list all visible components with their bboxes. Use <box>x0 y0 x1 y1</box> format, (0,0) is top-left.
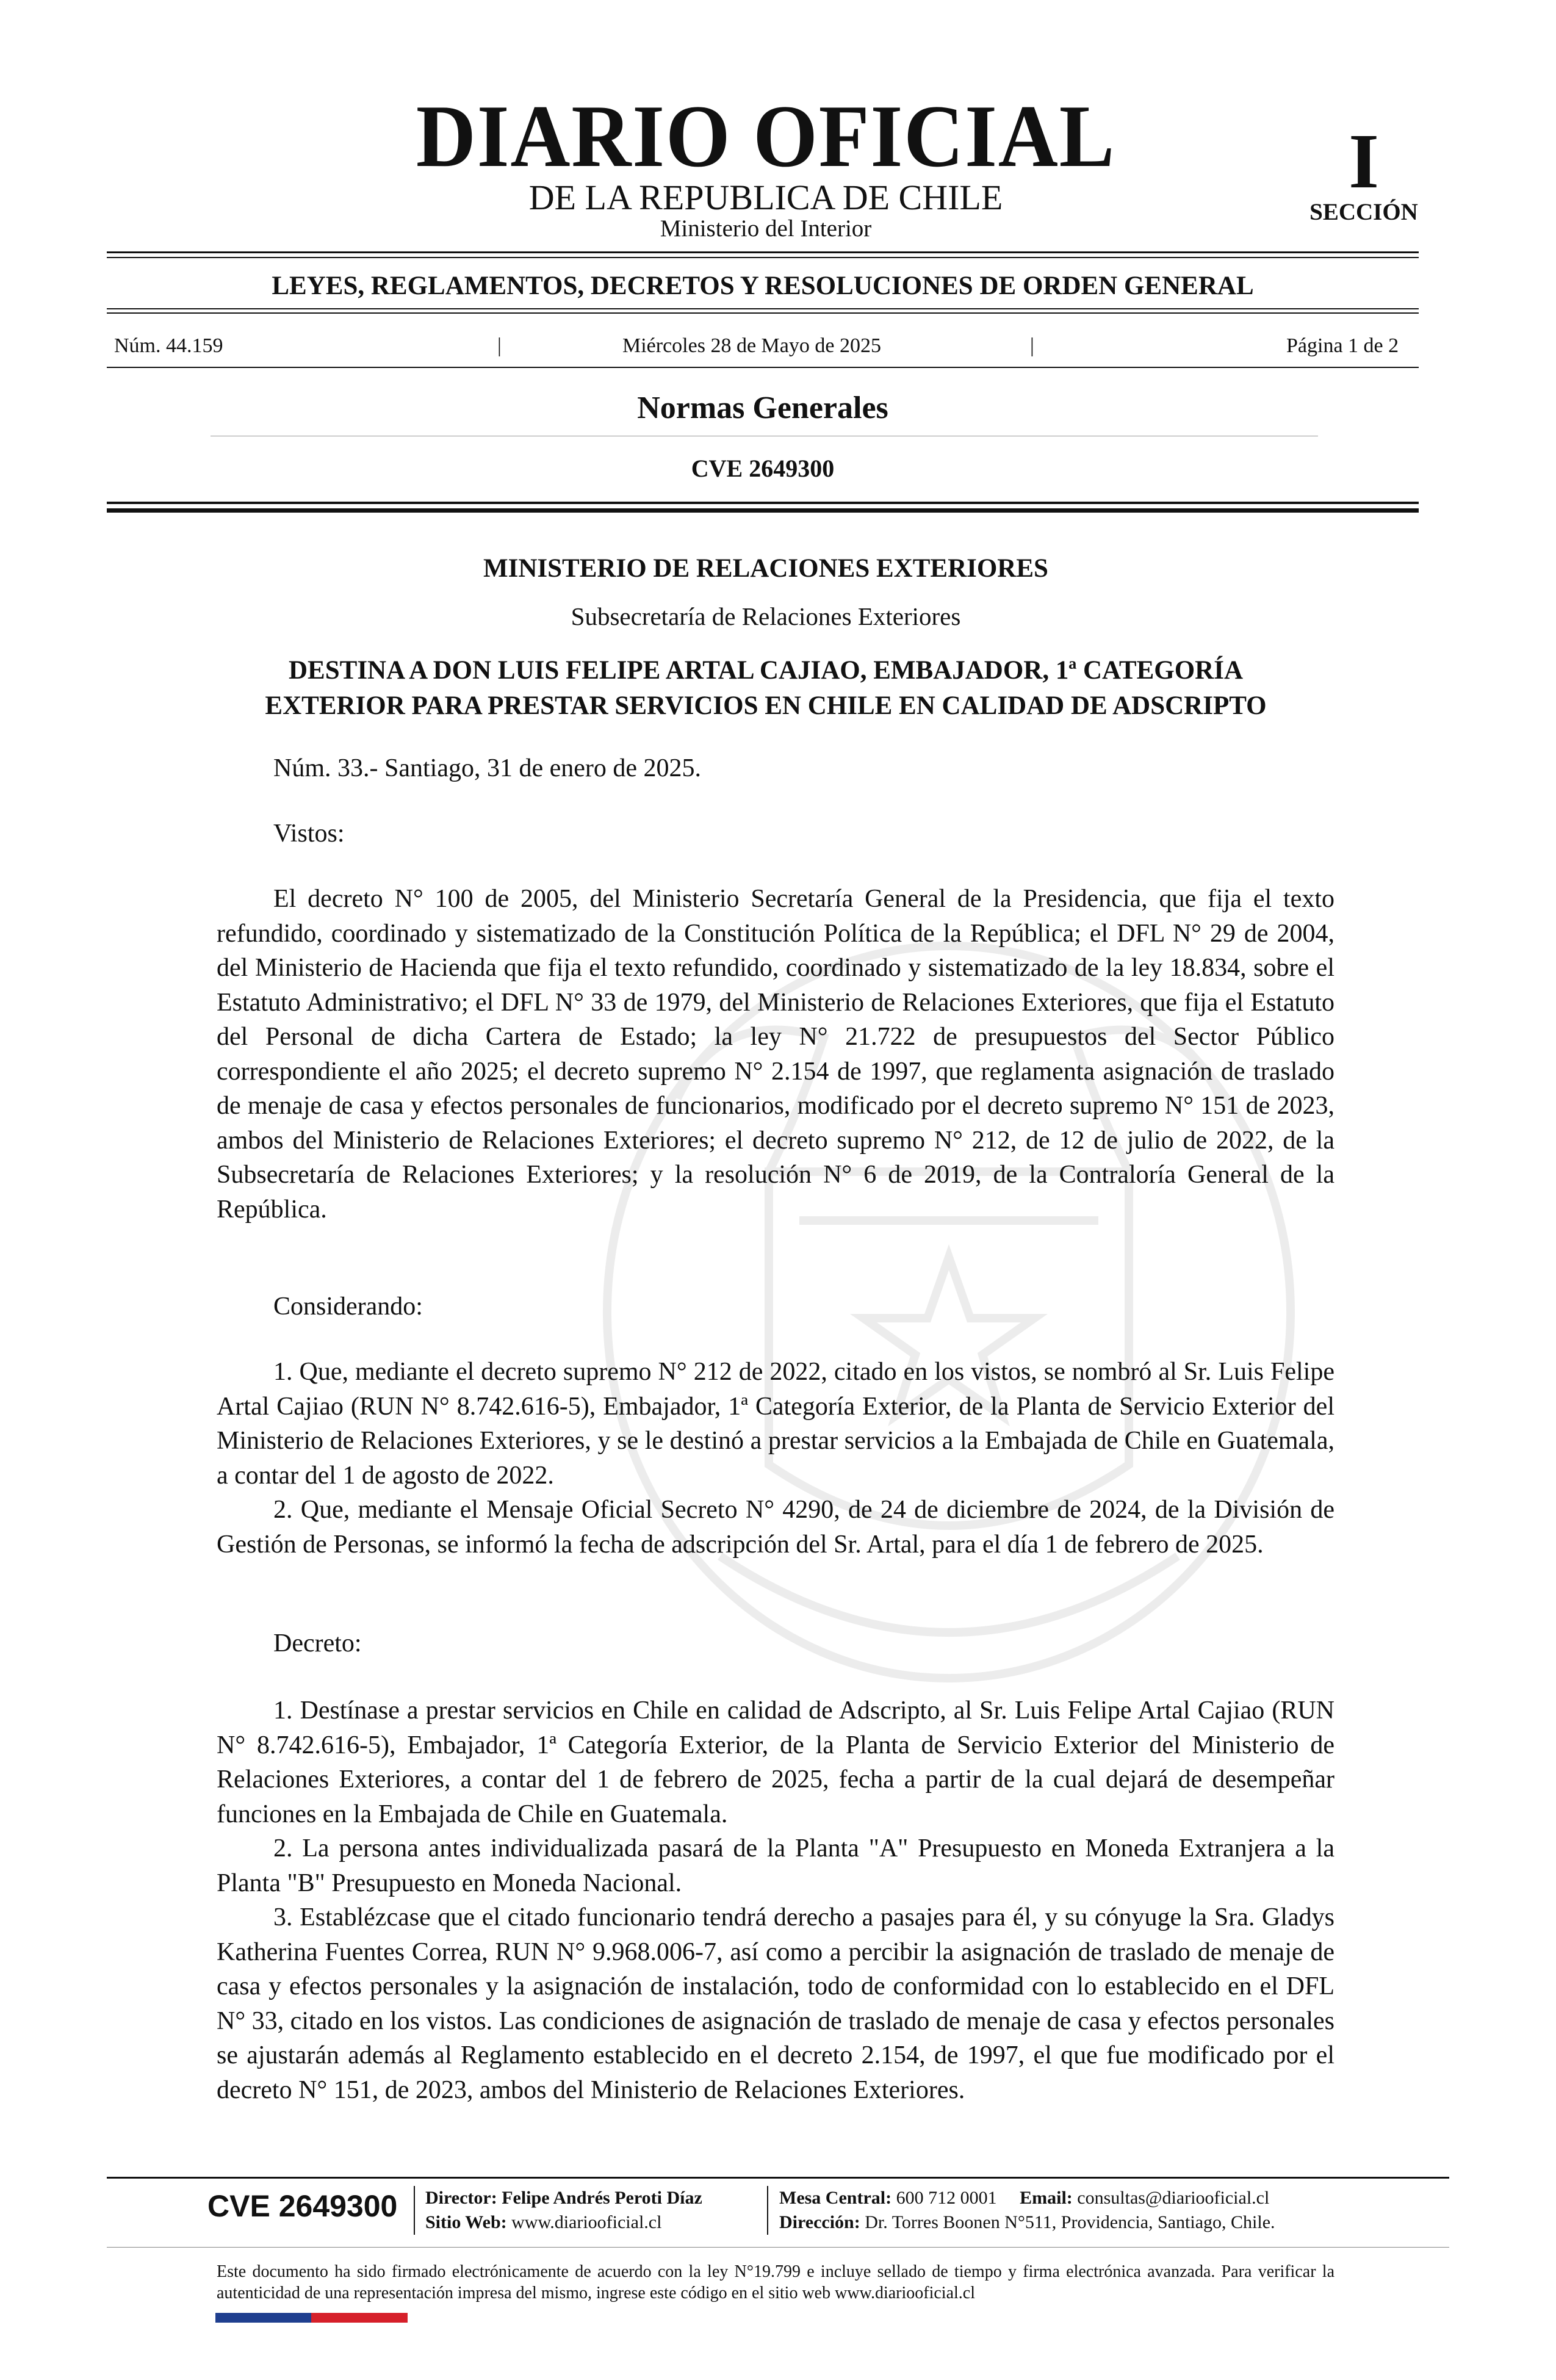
page-indicator: Página 1 de 2 <box>1286 334 1399 357</box>
vistos-label: Vistos: <box>273 820 345 848</box>
footer-rule <box>107 2177 1449 2179</box>
decreto-item: 3. Establézcase que el citado funcionario tendrá derecho a pasajes para él, y su cónyuge la Sra. Gladys Katherina Fuentes Correa, RUN N° 9.968.006-7, así como a percibir la asignación de traslado de menaje de casa y efectos personales y la asignación de instalación, todo de conformidad con lo establecido en el DFL N° 33, citado en los vistos. Las condiciones de asignación de traslado de menaje de casa y efectos personales se ajustarán además al Reglamento establecido en el decreto 2.154, de 1997, el que fue modificado por el decreto N° 151, de 2023, ambos del Ministerio de Relaciones Exteriores. <box>217 1903 1334 2104</box>
decree-title <box>122 653 1410 724</box>
mesa-label: Mesa Central: <box>779 2188 892 2208</box>
issuing-ministry: MINISTERIO DE RELACIONES EXTERIORES <box>483 554 1048 583</box>
footer-contact-block <box>779 2186 1275 2235</box>
decree-title-line: DESTINA A DON LUIS FELIPE ARTAL CAJIAO, EMBAJADOR, 1ª CATEGORÍA <box>288 656 1244 685</box>
footer-rule <box>107 2247 1449 2248</box>
decreto-item: 1. Destínase a prestar servicios en Chile en calidad de Adscripto, al Sr. Luis Felipe Artal Cajiao (RUN N° 8.742.616-5), Embajador, 1ª Categoría Exterior, de la Planta de Servicio Exterior del Ministerio de Relaciones Exteriores, a contar del 1 de febrero de 2025, fecha a partir de la cual dejará de desempeñar funciones en la Embajada de Chile en Guatemala. <box>217 1697 1334 1828</box>
footer-cve-code: CVE 2649300 <box>207 2189 398 2223</box>
decree-number-date: Núm. 33.- Santiago, 31 de enero de 2025. <box>273 754 702 782</box>
header-rule <box>107 257 1419 258</box>
director-label: Director: <box>425 2188 497 2208</box>
top-thick-rule <box>107 508 1419 513</box>
issue-date: Miércoles 28 de Mayo de 2025 <box>622 334 881 357</box>
section-title: Normas Generales <box>637 391 888 425</box>
considerando-item: 2. Que, mediante el Mensaje Oficial Secreto N° 4290, de 24 de diciembre de 2024, de la División de Gestión de Personas, se informó la fecha de adscripción del Sr. Artal, para el día 1 de febrero de 2025. <box>217 1496 1334 1559</box>
category-rule <box>107 308 1419 309</box>
considerando-item: 1. Que, mediante el decreto supremo N° 212 de 2022, citado en los vistos, se nombró al Sr. Luis Felipe Artal Cajiao (RUN N° 8.742.616-5), Embajador, 1ª Categoría Exterior, de la Planta de Servicio Exterior del Ministerio de Relaciones Exteriores, y se le destinó a prestar servicios a la Embajada de Chile en Guatemala, a contar del 1 de agosto de 2022. <box>217 1358 1334 1490</box>
site-label: Sitio Web: <box>425 2212 507 2232</box>
newspaper-title: DIARIO OFICIAL <box>416 87 1116 186</box>
header-rule <box>107 251 1419 253</box>
email-label: Email: <box>1020 2188 1073 2208</box>
ministry-name: Ministerio del Interior <box>660 215 872 242</box>
site-link[interactable]: www.diariooficial.cl <box>511 2212 662 2232</box>
decreto-item: 2. La persona antes individualizada pasará de la Planta "A" Presupuesto en Moneda Extranjera a la Planta "B" Presupuesto en Moneda Nacional. <box>217 1834 1334 1897</box>
flag-stripe-red <box>311 2313 408 2323</box>
category-rule <box>107 312 1419 314</box>
top-thick-rule <box>107 502 1419 504</box>
decreto-label: Decreto: <box>273 1629 362 1657</box>
publication-category: LEYES, REGLAMENTOS, DECRETOS Y RESOLUCIONES DE ORDEN GENERAL <box>272 272 1254 300</box>
considerando-label: Considerando: <box>273 1293 423 1321</box>
decree-title-line: EXTERIOR PARA PRESTAR SERVICIOS EN CHILE EN CALIDAD DE ADSCRIPTO <box>265 691 1267 720</box>
director-name: Felipe Andrés Peroti Díaz <box>502 2188 702 2208</box>
address-label: Dirección: <box>779 2212 860 2232</box>
info-separator: | <box>1030 334 1034 357</box>
info-separator: | <box>497 334 502 357</box>
mesa-phone: 600 712 0001 <box>896 2188 997 2208</box>
signature-disclaimer: Este documento ha sido firmado electrónicamente de acuerdo con la ley N°19.799 e incluye sellado de tiempo y firma electrónica avanzada. Para verificar la autenticidad de una representación impresa del mismo, ingrese este código en el sitio web www.diariooficial.cl <box>217 2262 1334 2302</box>
address-value: Dr. Torres Boonen N°511, Providencia, Santiago, Chile. <box>865 2212 1275 2232</box>
footer-divider <box>767 2186 768 2235</box>
flag-stripe-blue <box>215 2313 311 2323</box>
footer-divider <box>414 2186 415 2235</box>
section-label: SECCIÓN <box>1309 199 1418 225</box>
issue-number: Núm. 44.159 <box>114 334 223 357</box>
footer-director-block <box>425 2186 702 2235</box>
vistos-paragraph: El decreto N° 100 de 2005, del Ministerio Secretaría General de la Presidencia, que fija el texto refundido, coordinado y sistematizado de la Constitución Política de la República; el DFL N° 29 de 2004, del Ministerio de Hacienda que fija el texto refundido, coordinado y sistematizado de la ley 18.834, sobre el Estatuto Administrativo; el DFL N° 33 de 1979, del Ministerio de Relaciones Exteriores, que fija el Estatuto del Personal de dicha Cartera de Estado; la ley N° 21.722 de presupuestos del Sector Público correspondiente el año 2025; el decreto supremo N° 2.154 de 1997, que reglamenta asignación de traslado de menaje de casa y efectos personales de funcionarios, modificado por el decreto supremo N° 151 de 2023, ambos del Ministerio de Relaciones Exteriores; el decreto supremo N° 212, de 12 de julio de 2022, de la Subsecretaría de Relaciones Exteriores; y la resolución N° 6 de 2019, de la Contraloría General de la República. <box>217 885 1334 1224</box>
info-rule <box>107 367 1419 368</box>
newspaper-subtitle: DE LA REPUBLICA DE CHILE <box>528 178 1003 217</box>
email-link[interactable]: consultas@diariooficial.cl <box>1077 2188 1270 2208</box>
cve-code: CVE 2649300 <box>691 455 835 482</box>
section-number: I <box>1349 118 1379 204</box>
subsecretaria: Subsecretaría de Relaciones Exteriores <box>571 602 961 630</box>
